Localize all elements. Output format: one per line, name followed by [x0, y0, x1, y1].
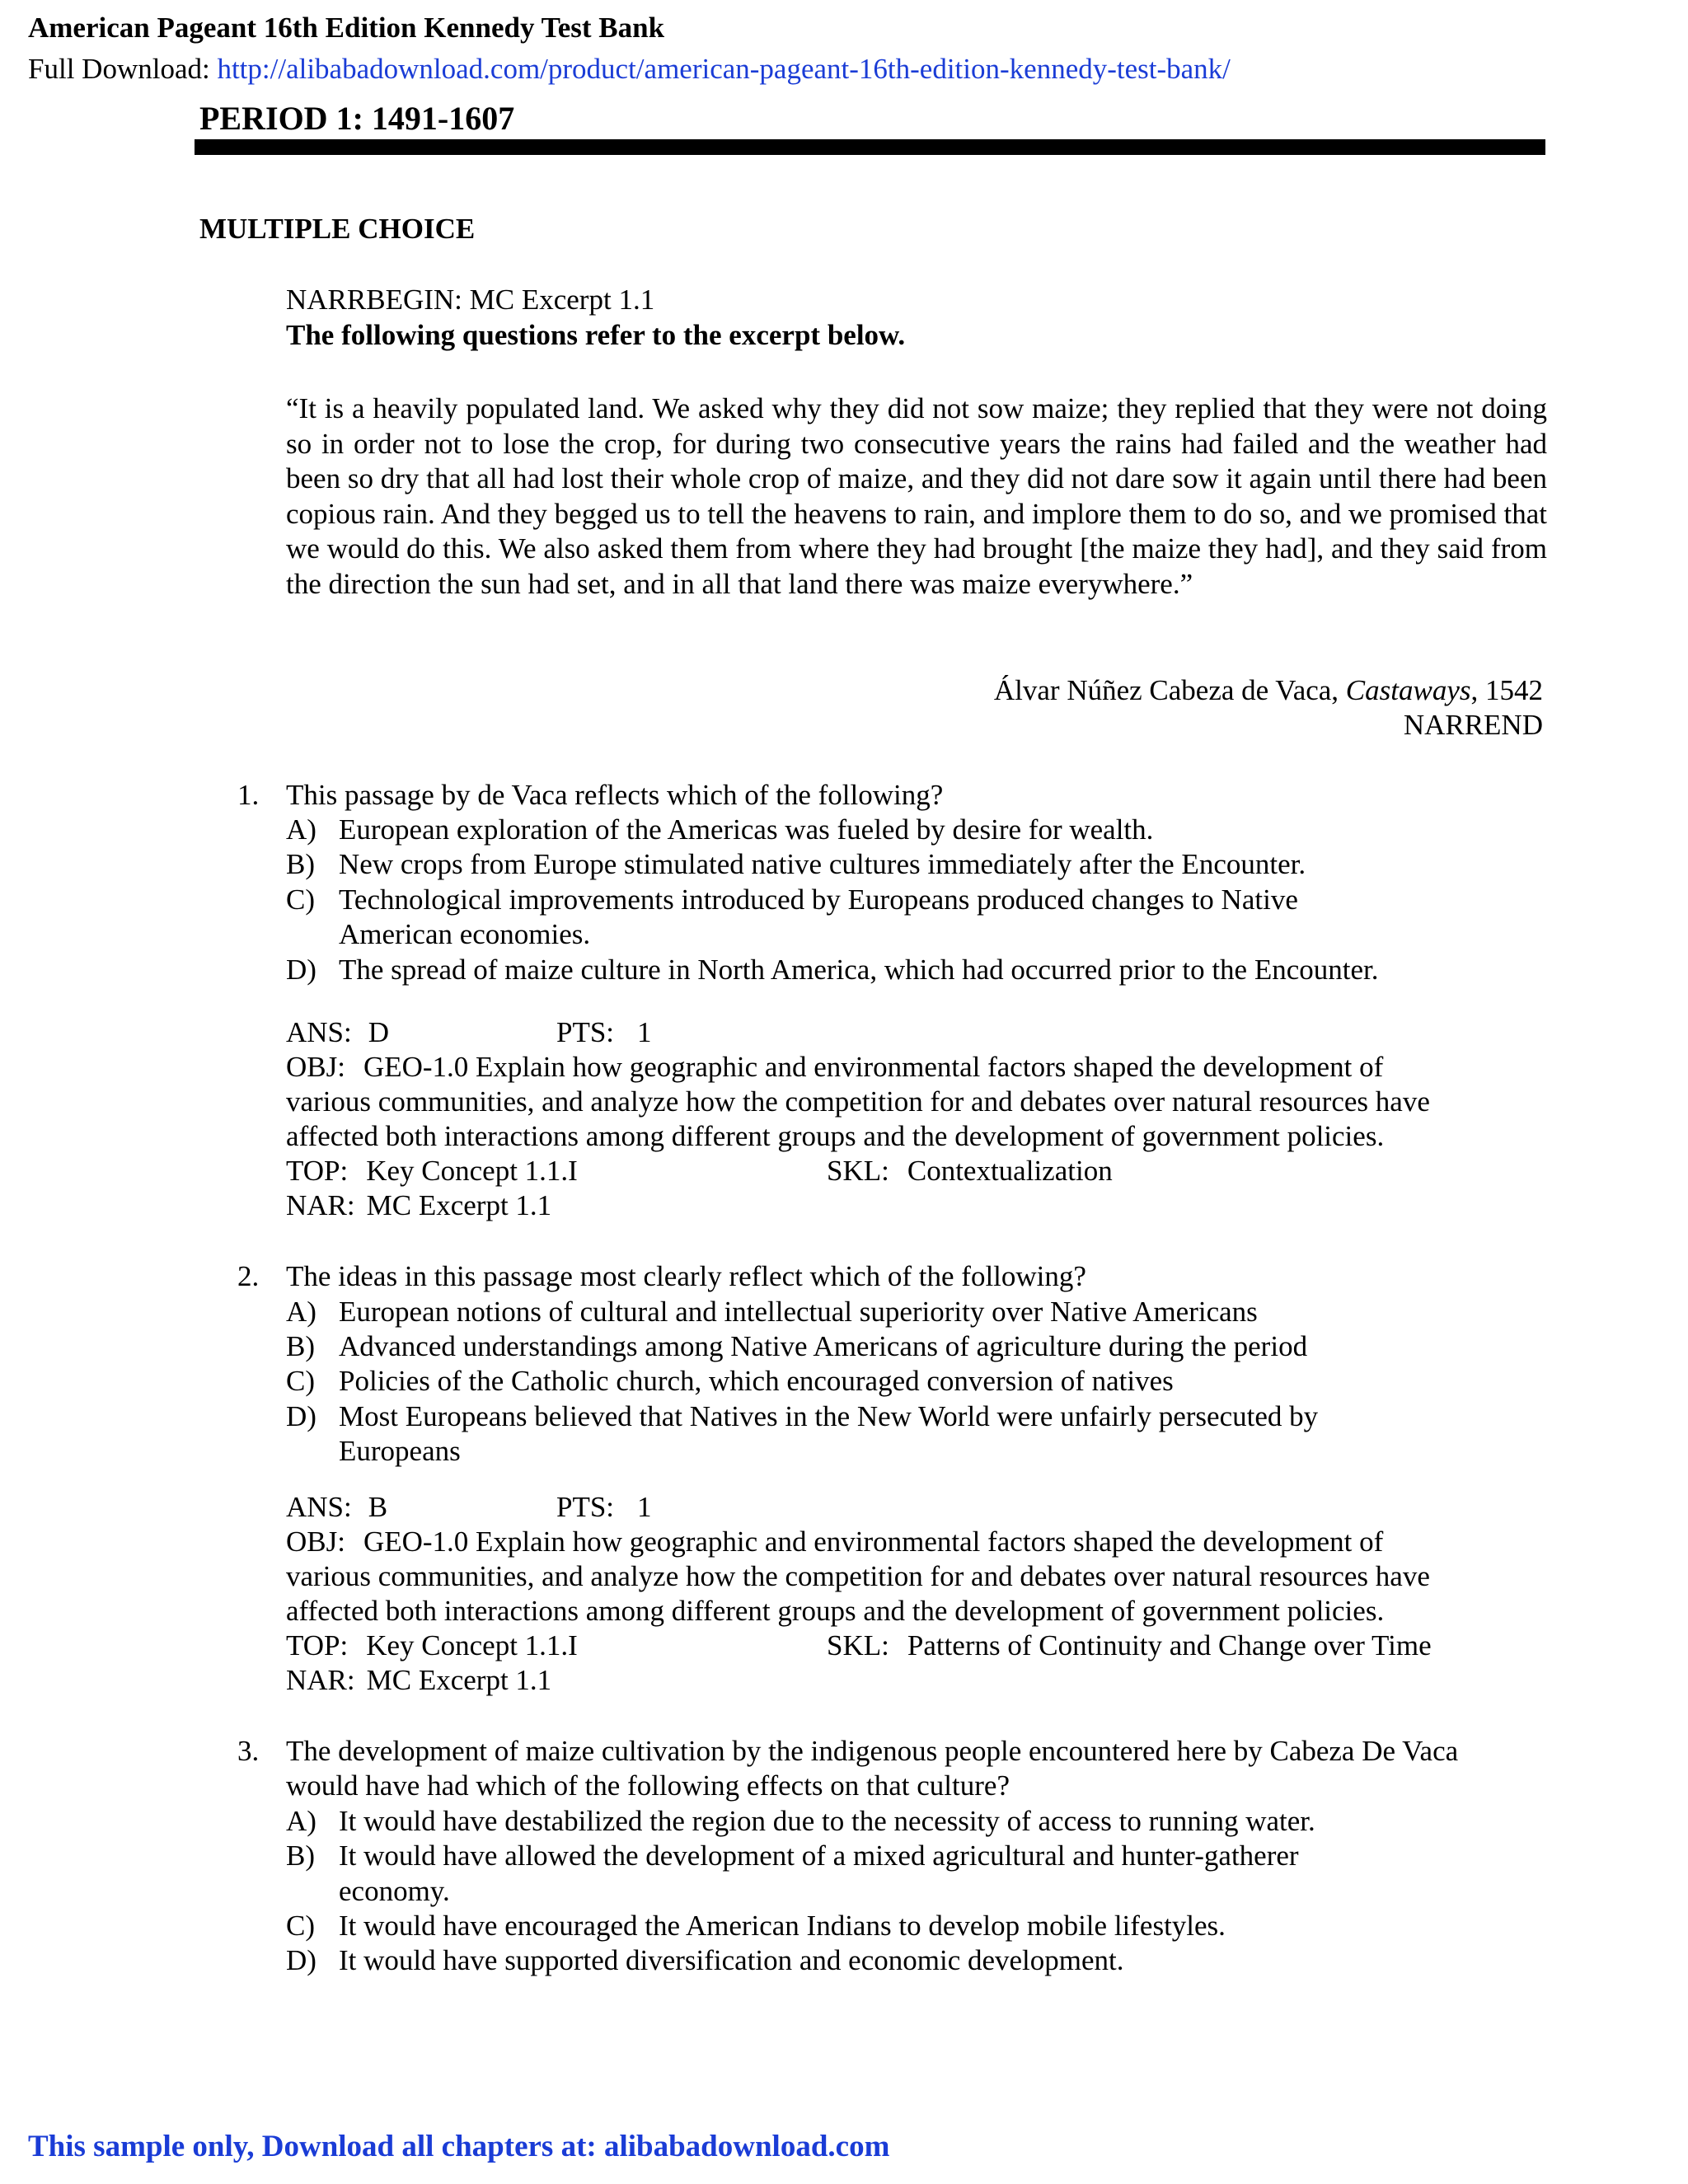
obj-text: GEO-1.0 Explain how geographic and environmental factors shaped the development of: [363, 1526, 1384, 1558]
heading-rule: [195, 139, 1545, 155]
objective-line: [286, 1050, 1383, 1085]
choice-text: Advanced understandings among Native Americans of agriculture during the period: [339, 1330, 1308, 1362]
pts-value: 1: [637, 1016, 652, 1048]
narrative-instruction: The following questions refer to the excerpt below.: [286, 319, 906, 351]
narrative-end: NARREND: [1403, 709, 1543, 741]
excerpt-citation: [994, 673, 1543, 709]
ans-label: ANS:: [286, 1016, 352, 1048]
choice-letter: D): [286, 1944, 316, 1976]
objective-text-continued: various communities, and analyze how the competition for and debates over natural resources have: [286, 1085, 1430, 1118]
answer-choice: [286, 813, 1153, 848]
narrative-begin: NARRBEGIN: MC Excerpt 1.1: [286, 284, 655, 316]
answer-choice: [286, 953, 1378, 988]
footer-download-notice[interactable]: This sample only, Download all chapters at: alibabadownload.com: [28, 2130, 890, 2163]
choice-text: It would have destabilized the region due to the necessity of access to running water.: [339, 1805, 1315, 1837]
narrative-ref-line: [286, 1663, 551, 1699]
choice-text: European exploration of the Americas was fueled by desire for wealth.: [339, 813, 1154, 846]
obj-label: OBJ:: [286, 1051, 345, 1083]
choice-text: New crops from Europe stimulated native cultures immediately after the Encounter.: [339, 848, 1306, 880]
ans-value: D: [368, 1016, 390, 1048]
skl-label: SKL:: [827, 1629, 889, 1661]
choice-letter: A): [286, 1805, 316, 1837]
answer-choice: [286, 1329, 1307, 1365]
citation-author: Álvar Núñez Cabeza de Vaca,: [993, 674, 1346, 706]
obj-label: OBJ:: [286, 1526, 345, 1558]
ans-value: B: [368, 1491, 388, 1523]
ans-label: ANS:: [286, 1491, 352, 1523]
choice-text: Most Europeans believed that Natives in the New World were unfairly persecuted by: [339, 1400, 1319, 1432]
choice-text: European notions of cultural and intellectual superiority over Native Americans: [339, 1296, 1258, 1328]
points-line: [556, 1490, 652, 1526]
choice-letter: D): [286, 1400, 316, 1432]
skl-value: Patterns of Continuity and Change over Time: [907, 1629, 1432, 1661]
nar-value: MC Excerpt 1.1: [366, 1664, 552, 1696]
choice-text: It would have allowed the development of a mixed agricultural and hunter-gatherer: [339, 1840, 1299, 1872]
answer-line: [286, 1490, 387, 1526]
choice-text-continued: Europeans: [339, 1435, 461, 1467]
nar-label: NAR:: [286, 1189, 355, 1221]
top-label: TOP:: [286, 1629, 349, 1661]
narrative-ref-line: [286, 1188, 551, 1224]
pts-label: PTS:: [556, 1016, 615, 1048]
answer-choice: [286, 1839, 1299, 1874]
question-number: 3.: [237, 1735, 260, 1767]
topic-line: [286, 1629, 578, 1664]
download-line: [28, 53, 1231, 86]
section-heading: MULTIPLE CHOICE: [199, 213, 476, 245]
question-number: 1.: [237, 779, 260, 811]
choice-letter: C): [286, 1910, 315, 1942]
answer-choice: [286, 1804, 1315, 1840]
top-value: Key Concept 1.1.I: [366, 1155, 578, 1187]
skill-line: [827, 1154, 1113, 1189]
objective-text-continued: various communities, and analyze how the competition for and debates over natural resources have: [286, 1560, 1430, 1592]
choice-text: It would have encouraged the American Indians to develop mobile lifestyles.: [339, 1910, 1226, 1942]
skl-label: SKL:: [827, 1155, 889, 1187]
answer-choice: [286, 1909, 1226, 1944]
answer-choice: [286, 883, 1298, 918]
question-number: 2.: [237, 1260, 260, 1292]
skill-line: [827, 1629, 1432, 1664]
answer-choice: [286, 1364, 1174, 1399]
nar-label: NAR:: [286, 1664, 355, 1696]
choice-letter: C): [286, 1365, 315, 1397]
choice-text: It would have supported diversification and economic development.: [339, 1944, 1124, 1976]
choice-text-continued: economy.: [339, 1875, 450, 1907]
answer-choice: [286, 1295, 1258, 1330]
answer-choice: [286, 1943, 1124, 1979]
document-title: American Pageant 16th Edition Kennedy Test Bank: [28, 12, 665, 44]
choice-letter: B): [286, 1330, 315, 1362]
choice-letter: C): [286, 883, 315, 916]
choice-letter: A): [286, 1296, 316, 1328]
question-text: This passage by de Vaca reflects which of the following?: [286, 779, 944, 811]
download-label: Full Download:: [28, 53, 218, 85]
objective-text-continued: affected both interactions among different groups and the development of government policies.: [286, 1120, 1385, 1152]
pts-label: PTS:: [556, 1491, 615, 1523]
topic-line: [286, 1154, 578, 1189]
pts-value: 1: [637, 1491, 652, 1523]
period-heading: PERIOD 1: 1491-1607: [199, 100, 515, 137]
citation-work: Castaways: [1345, 674, 1471, 706]
question-text: The ideas in this passage most clearly reflect which of the following?: [286, 1260, 1086, 1292]
points-line: [556, 1015, 652, 1051]
obj-text: GEO-1.0 Explain how geographic and environmental factors shaped the development of: [363, 1051, 1384, 1083]
choice-text: Technological improvements introduced by Europeans produced changes to Native: [339, 883, 1298, 916]
choice-letter: A): [286, 813, 316, 846]
top-value: Key Concept 1.1.I: [366, 1629, 578, 1661]
choice-letter: B): [286, 848, 315, 880]
excerpt-text: “It is a heavily populated land. We asked why they did not sow maize; they replied that they were not doing so in order not to lose the crop, for during two consecutive years the rains had failed and the weather had been so dry that all had lost their whole crop of maize, and they did not dare sow it again until there had been copious rain. And they begged us to tell the heavens to rain, and implore them to do so, and we promised that we would do this. We also asked them from where they had brought [the maize they had], and they said from the direction the sun had set, and in all that land there was maize everywhere.”: [286, 392, 1547, 600]
choice-text: Policies of the Catholic church, which encouraged conversion of natives: [339, 1365, 1174, 1397]
nar-value: MC Excerpt 1.1: [366, 1189, 552, 1221]
objective-line: [286, 1525, 1383, 1560]
question-text: The development of maize cultivation by the indigenous people encountered here by Cabeza De Vaca: [286, 1735, 1459, 1767]
choice-letter: D): [286, 954, 316, 986]
top-label: TOP:: [286, 1155, 349, 1187]
choice-text-continued: American economies.: [339, 918, 591, 950]
answer-choice: [286, 847, 1306, 883]
skl-value: Contextualization: [907, 1155, 1113, 1187]
choice-letter: B): [286, 1840, 315, 1872]
citation-year: , 1542: [1470, 674, 1543, 706]
answer-choice: [286, 1399, 1318, 1435]
objective-text-continued: affected both interactions among different groups and the development of government policies.: [286, 1595, 1385, 1627]
question-text-continued: would have had which of the following effects on that culture?: [286, 1769, 1010, 1802]
answer-line: [286, 1015, 389, 1051]
choice-text: The spread of maize culture in North America, which had occurred prior to the Encounter.: [339, 954, 1379, 986]
download-link[interactable]: http://alibabadownload.com/product/american-pageant-16th-edition-kennedy-test-bank/: [217, 53, 1231, 85]
